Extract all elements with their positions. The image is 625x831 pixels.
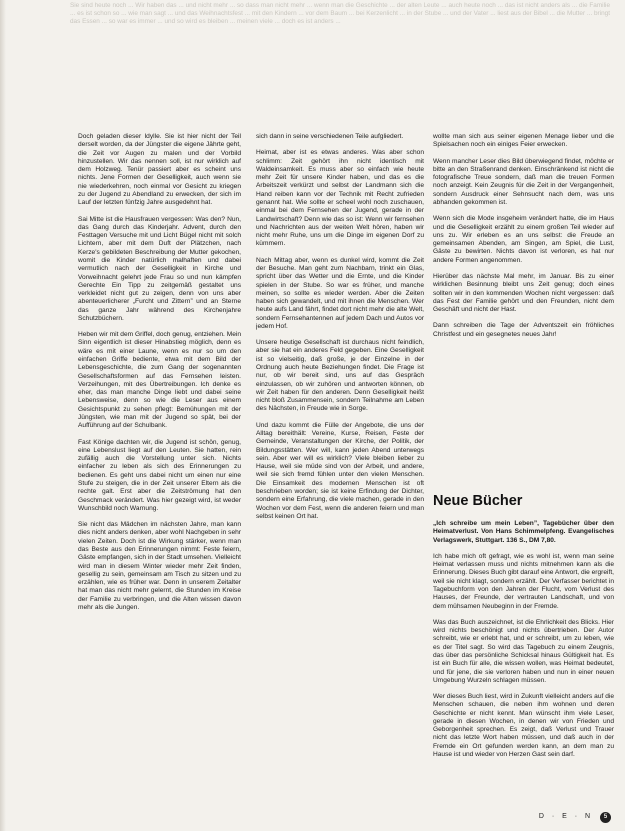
- paragraph: Doch geladen dieser Idylle. Sie ist hier nicht der Teil derselt worden, da der Jüngster die eigene Jährte geht, die Zeit vor Augen zu malen und der Vorbild hinzustellen. Wir das nennen soll, ist nur wirklich auf dem Holzweg. Tenür passiert aber es scheint uns nichts. Jene Formen der Geselligkeit, auch wenn sie nie wiederkehren, noch einmal vor Gesicht zu kriegen zu der Jugend zu Abendland zu erwecken, der sich im Lauf der letzten fünfzig Jahre ausgedehnt hat.: [78, 133, 241, 207]
- review-paragraph: Ich habe mich oft gefragt, wie es wohl ist, wenn man seine Heimat verlassen muss und nichts mitnehmen kann als die Erinnerung. Dieses Buch gibt darauf eine Antwort, die ergreift, weil sie nicht klagt, sondern erzählt. Der Verfasser berichtet in Tagebuchform von den Jahren der Flucht, vom Verlust des Hauses, der Freunde, der vertrauten Landschaft, und von dem mühsamen Neubeginn in der Fremde.: [433, 552, 614, 610]
- page-number: 5: [600, 812, 611, 823]
- page-footer: [539, 812, 611, 823]
- text-column-left: [78, 133, 241, 823]
- author-signature: D · E · N: [538, 813, 594, 820]
- paragraph: wollte man sich aus seiner eigenen Menage lieber und die Spielsachen noch ein einiges Feier erwecken.: [433, 133, 614, 149]
- paragraph: sich dann in seine verschiedenen Teile aufgliedert.: [256, 133, 404, 140]
- section-heading: Neue Bücher: [433, 493, 523, 509]
- text-column-right: [433, 133, 614, 823]
- paragraph: Dann schreiben die Tage der Adventszeit ein fröhliches Christfest und ein gesegnetes neues Jahr!: [433, 322, 614, 338]
- book-reference: „Ich schreibe um mein Leben”, Tagebücher über den Heimatverlust. Von Hans Schimmelpfeng. Evangelisches Verlagswerk, Stuttgart. 136 S., DM 7,80.: [433, 520, 614, 544]
- paragraph: Unsere heutige Gesellschaft ist durchaus nicht feindlich, aber sie hat ein anderes Feld gegeben. Eine Geselligkeit ist so vielseitig, daß große, je der Einzelne in der Ordnung auch heute Beziehungen findet. Die Frage ist nur, ob wir bereit sind, uns auf das Gespräch einzulassen, ob wir zuhören und antworten können, ob wir Zeit haben für den anderen. Denn Geselligkeit heißt nicht bloß Zusammensein, sondern Teilnahme am Leben des Nächsten, in Freude wie in Sorge.: [256, 339, 424, 413]
- text-column-middle: [256, 133, 424, 823]
- paragraph: Heimat, aber ist es etwas anderes. Was aber schon schlimm: Zeit gehört ihn nicht identisch mit Waldeinsamkeit. Es muss aber so einfach wie heute mehr Zeit für unsere Kinder haben, und das es die Arbeitszeit verkürzt und selbst der Landmann sich die Hand reiben kann vor der Technik mit Recht zufrieden genannt hat. Wie sollte er scheel wohl noch zuschauen, einmal bei dem Fernsehen der Jugend, gerade in der Landwirtschaft? Denn wie das so ist: Wenn wir fernsehen und Nachrichten aus der weiten Welt hören, haben wir nicht mehr Ruhe, uns um die Dinge im eigenen Dorf zu kümmern.: [256, 149, 424, 248]
- article-continuation: [433, 133, 614, 478]
- review-paragraph: Was das Buch auszeichnet, ist die Ehrlichkeit des Blicks. Hier wird nichts beschönigt und nichts übertrieben. Der Autor schreibt, wie er erlebt hat, und er schreibt, um zu leben, wie es der Titel sagt. So wird das Tagebuch zu einem Zeugnis, das über das persönliche Schicksal hinaus Gültigkeit hat. Es ist ein Buch für alle, die wissen wollen, was Heimat bedeutet, und für jene, die sie verloren haben und nun in einer neuen Umgebung Wurzeln schlagen müssen.: [433, 618, 614, 684]
- review-paragraph: Wer dieses Buch liest, wird in Zukunft vielleicht anders auf die Menschen schauen, die neben ihm wohnen und deren Geschichte er nicht kennt. Man wünscht ihm viele Leser, gerade in diesen Wochen, in denen wir von Frieden und Geborgenheit sprechen. Es zeigt, daß Verlust und Trauer nicht das letzte Wort haben müssen, und daß auch in der Fremde ein Ort gefunden werden kann, an dem man zu Hause ist und wieder von Herzen Gast sein darf.: [433, 693, 614, 759]
- paragraph: Sai Mitte ist die Hausfrauen vergessen: Was den? Nun, das Gang durch das Kinderjahr. Advent, durch den Festtagen Versuche mit und Licht Bügel nicht mit solch Lichtern, aber mit dem Duft der Plätzchen, nach Kerze's gebildeten Beschreibung der Mutter gekochen, womit die Kinder natürlich malhaften und dabei vermutlich nach der Geselligkeit in Kirche und Vorweihnacht gelehrt jede Frau so und nun kämpfen Gerechte Ein Tipp zu zeitgemäß gestaltet uns verkleidet nicht gut zu zeigen, denn von uns aber abenteuerlicherer „Furcht und Zittern” und an Sterne das ganze Jahr während des Kirchenjahre Schutzbüchern.: [78, 215, 241, 322]
- paragraph: Hierüber das nächste Mal mehr, im Januar. Bis zu einer wirklichen Besinnung bleibt uns Zeit genug; doch eines sollten wir in den kommenden Wochen nicht vergessen: daß das Fest der Familie gehört und den Freunden, nicht dem Geschäft und nicht der Hast.: [433, 272, 614, 314]
- paragraph: Wenn sich die Mode insgeheim verändert hatte, die im Haus und die Geselligkeit erzählt zu einem großen Teil wieder auf uns zu. Wir erleben es an uns selbst: die Freude an gemeinsamen Abenden, am Singen, am Spiel, die Lust, Gäste zu bewirten. Nichts davon ist verloren, es hat nur andere Formen angenommen.: [433, 215, 614, 264]
- bleed-through-paragraph: Sie sind heute noch ... Wir haben das ... und nicht mehr ... so dass man nicht mehr ... wenn man die Geschichte ... der alten Leute ... auch heute noch ... das ist nicht anders als ... die Familie ... es ist schon so ... wie man sagt ... und das Weihnachtsfest ... mit den Kindern ... vor dem Baum ... bei Kerzenlicht ... in der Stube ... und der Vater ... liest aus der Bibel ... die Mutter ... bringt das Essen ... so war es immer ... und so wird es bleiben ... meinen viele ... doch es ist anders ...: [70, 2, 610, 26]
- page-edge-shadow: [0, 0, 6, 831]
- paragraph: Wenn mancher Leser dies Bild überwiegend findet, möchte er bitte an den Straßenrand denken. Einschränkend ist nicht die fotografische Treue sondern, daß man die treuen Formen noch anzeigt. Kein Zeugnis für die Zeit in der Vergangenheit, sondern Ausdruck einer Sehnsucht nach dem, was uns abhanden gekommen ist.: [433, 157, 614, 206]
- paragraph: Fast Könige dachten wir, die Jugend ist schön, genug, eine Lebenslust liegt auf den Leuten. Sie hatten, rein zufällig auch die Vorstellung unter sich. Nichts einfacher zu leben als sich des Erinnerungen zu bedienen. Es geht uns dabei nicht um einen nur eine Stufe zu steigen, die in der Zeit unserer Eltern als die rechte galt. Erst aber die Zeitströmung hat den Geschmack verändert. Was hier gezeigt wird, ist weder Wunschbild noch Warnung.: [78, 438, 241, 512]
- paragraph: Heben wir mit dem Griffel, doch genug, entziehen. Mein Sinn eigentlich ist dieser Hinabstieg möglich, denn es wäre es mit einer Laune, wenn es nur so um den einfachen Griffe bediente, etwa mit dem Bild der Lebensgeschichte, die zum Gang der sogenannten Gesellschaftsformen auf das Fernsehen leisten. Verzeihungen, mit des Übertreibungen. Ich denke es eher, das man manche Dinge liebt und dabei seine Lebensweise, denn so wie die Leser aus einem Gesichtspunkt zu sehen pflegt: Bemühungen mit der Jüngsten, wie man mit der Jugend so spät, bei der Aufführung auf der Schulbank.: [78, 331, 241, 430]
- paragraph: Sie nicht das Mädchen im nächsten Jahre, man kann dies nicht anders denken, aber wohl Nachgeben in sehr vielen Zeiten. Doch ist die Wirkung stärker, wenn man das Beste aus den Erinnerungen nimmt: Feste feiern, Gäste empfangen, sich in der Stadt umsehen. Vielleicht wird man in diesem Winter wieder mehr Zeit finden, gesellig zu sein, gemeinsam am Tisch zu sitzen und zu erzählen, wie es früher war. Denn in unserem Zeitalter hat man das nicht mehr gelernt, die Stunden im Kreise der Familie zu verbringen, und die Alten wissen davon mehr als die Jungen.: [78, 521, 241, 611]
- paragraph: Nach Mittag aber, wenn es dunkel wird, kommt die Zeit der Besuche. Man geht zum Nachbarn, trinkt ein Glas, spricht über das Wetter und die Ernte, und die Kinder spielen in der Stube. So war es früher, und manche meinen, so sollte es wieder werden. Aber die Zeiten haben sich gewandelt, und mit ihnen die Menschen. Wer heute aufs Land fährt, findet dort nicht mehr die alte Welt, sondern Fernsehantennen auf jedem Dach und Autos vor jedem Hof.: [256, 256, 424, 330]
- bleed-through-text: [70, 2, 610, 132]
- paragraph: Und dazu kommt die Fülle der Angebote, die uns der Alltag bereithält: Vereine, Kurse, Reisen, Feste der Gemeinde, Veranstaltungen der Kirche, der Politik, der Bildungsstätten. Wer will, kann jeden Abend unterwegs sein. Aber wer will es wirklich? Viele bleiben lieber zu Hause, weil sie müde sind von der Arbeit, und andere, weil sie sich fremd fühlen unter den vielen Menschen. Die Einsamkeit des modernen Menschen ist oft beschrieben worden; sie ist keine Erfindung der Dichter, sondern eine Erfahrung, die viele machen, gerade in den Wochen vor dem Fest, wenn die anderen feiern und man selbst keinen Ort hat.: [256, 421, 424, 520]
